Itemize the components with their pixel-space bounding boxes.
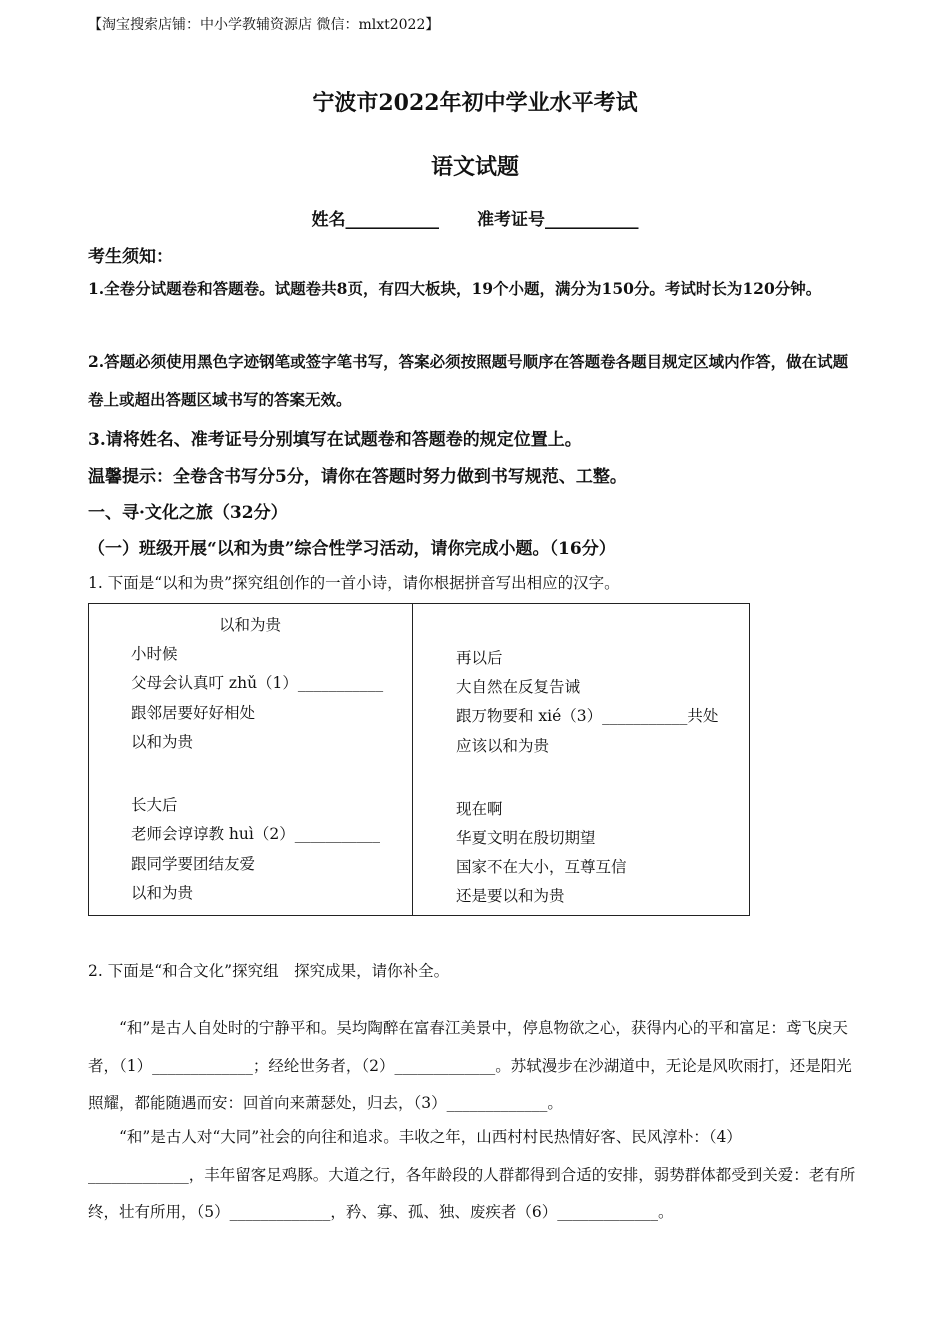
notice-2: 2.答题必须使用黑色字迹钢笔或签字笔书写，答案必须按照题号顺序在答题卷各题目规定区域内作答，做在试题卷上或超出答题区域书写的答案无效。	[88, 352, 849, 409]
watermark: 【淘宝搜索店铺：中小学教辅资源店 微信：mlxt2022】	[88, 17, 440, 33]
poem-right-line: 跟万物要和 xié（3）___________共处	[456, 707, 719, 725]
question-2-paragraph-2: “和”是古人对“大同”社会的向往和追求。丰收之年，山西村村民热情好客、民风淳朴：（4）_____________，丰年留客足鸡豚。大道之行，各年龄段的人群都得到合适的安排，弱势群体都受到关爱：老有所终，壮有所用，（5）_____________，矜、寡、孤、独、废疾者（6）_____________。	[88, 1128, 856, 1221]
question-2-paragraph-1: “和”是古人自处时的宁静平和。吴均陶醉在富春江美景中，停息物欲之心，获得内心的平和富足：鸢飞戾天者，（1）_____________；经纶世务者，（2）_____________。苏轼漫步在沙湖道中，无论是风吹雨打，还是阳光照耀，都能随遇而安：回首向来萧瑟处，归去，（3）_____________。	[88, 1019, 852, 1112]
exam-title: 宁波市2022年初中学业水平考试	[312, 90, 638, 116]
subsection-heading-1: （一）班级开展“以和为贵”综合性学习活动，请你完成小题。（16分）	[88, 539, 616, 559]
poem-left-line: 长大后	[131, 796, 178, 814]
name-field: 姓名___________	[311, 210, 439, 230]
poem-left-line: 小时候	[131, 645, 178, 663]
poem-left-line: 以和为贵	[131, 733, 194, 751]
notice-1: 1.全卷分试题卷和答题卷。试题卷共8页，有四大板块，19个小题，满分为150分。考试时长为120分钟。	[88, 279, 822, 298]
notice-heading: 考生须知：	[88, 247, 173, 267]
poem-right-line: 华夏文明在殷切期望	[456, 829, 596, 847]
poem-right-line: 还是要以和为贵	[456, 887, 565, 905]
notice-3: 3.请将姓名、准考证号分别填写在试题卷和答题卷的规定位置上。	[88, 430, 582, 450]
question-2-prompt: 2. 下面是“和合文化”探究组 探究成果，请你补全。	[88, 962, 450, 980]
poem-right-line: 应该以和为贵	[456, 737, 550, 755]
writing-tip: 温馨提示：全卷含书写分5分，请你在答题时努力做到书写规范、工整。	[88, 467, 627, 487]
poem-column-divider	[412, 604, 413, 915]
poem-table	[88, 603, 750, 916]
poem-right-line: 大自然在反复告诫	[456, 678, 581, 696]
poem-left-line: 跟同学要团结友爱	[131, 855, 256, 873]
poem-title: 以和为贵	[219, 616, 282, 634]
poem-left-line: 跟邻居要好好相处	[131, 704, 256, 722]
section-heading-1: 一、寻·文化之旅（32分）	[88, 503, 288, 523]
poem-left-line: 以和为贵	[131, 884, 194, 902]
name-id-row	[0, 205, 950, 230]
poem-right-line: 国家不在大小，互尊互信	[456, 858, 627, 876]
poem-left-line: 父母会认真叮 zhǔ（1）___________	[131, 674, 384, 692]
exam-id-field: 准考证号___________	[477, 210, 639, 230]
poem-right-line: 再以后	[456, 649, 503, 667]
question-1-prompt: 1. 下面是“以和为贵”探究组创作的一首小诗，请你根据拼音写出相应的汉字。	[88, 574, 620, 592]
subject-title: 语文试题	[430, 154, 519, 180]
poem-left-line: 老师会谆谆教 huì（2）___________	[131, 825, 380, 843]
poem-right-line: 现在啊	[456, 800, 503, 818]
